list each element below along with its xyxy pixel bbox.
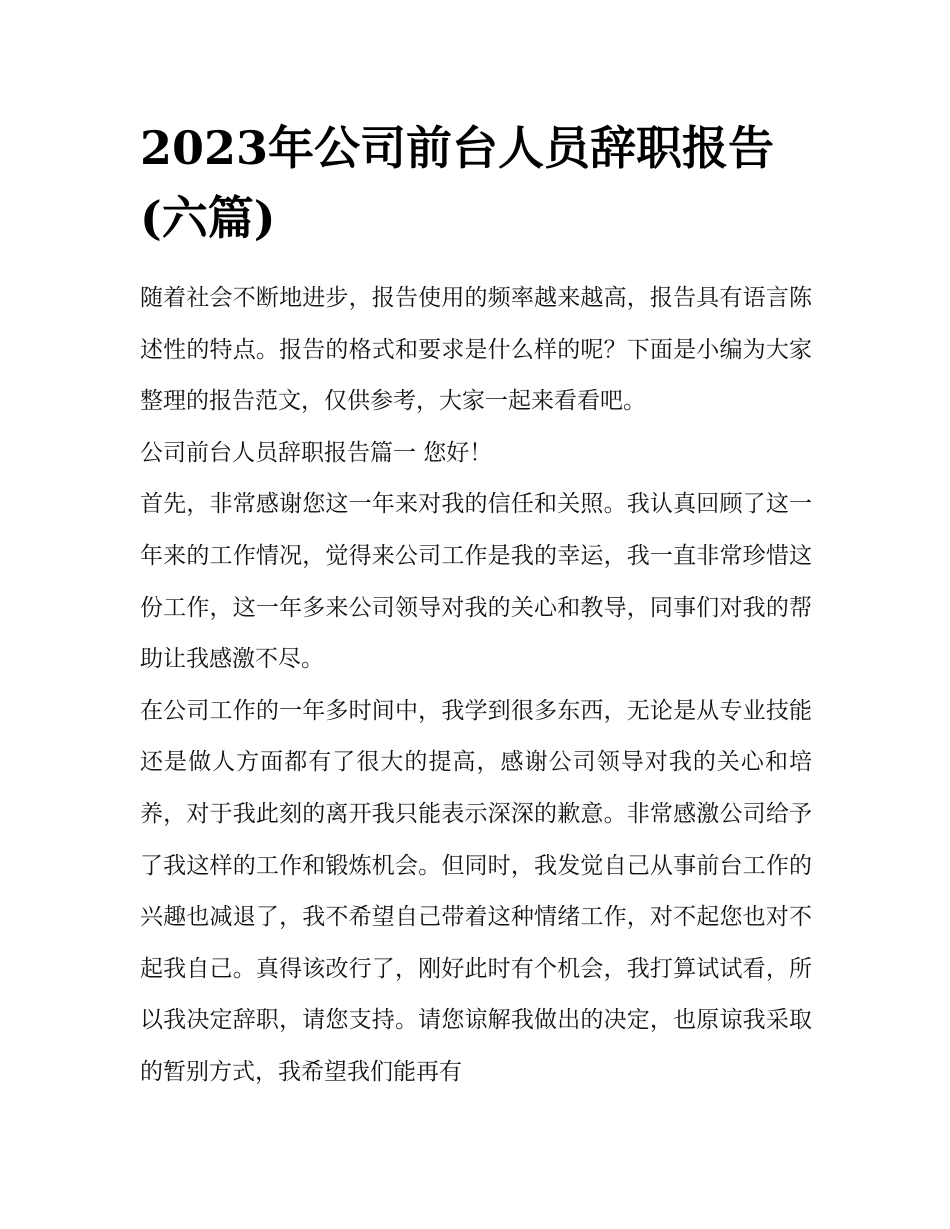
intro-paragraph: 随着社会不断地进步，报告使用的频率越来越高，报告具有语言陈述性的特点。报告的格式和要求是什么样的呢？下面是小编为大家整理的报告范文，仅供参考，大家一起来看看吧。 <box>140 285 812 415</box>
section-heading-greeting: 公司前台人员辞职报告篇一 您好！ <box>140 439 493 466</box>
document-body <box>140 113 812 1099</box>
thanks-paragraph: 首先，非常感谢您这一年来对我的信任和关照。我认真回顾了这一年来的工作情况，觉得来公司工作是我的幸运，我一直非常珍惜这份工作，这一年多来公司领导对我的关心和教导，同事们对我的帮助让我感激不尽。 <box>140 491 812 673</box>
resignation-reason-paragraph: 在公司工作的一年多时间中，我学到很多东西，无论是从专业技能还是做人方面都有了很大的提高，感谢公司领导对我的关心和培养，对于我此刻的离开我只能表示深深的歉意。非常感激公司给予了我这样的工作和锻炼机会。但同时，我发觉自己从事前台工作的兴趣也减退了，我不希望自己带着这种情绪工作，对不起您也对不起我自己。真得该改行了，刚好此时有个机会，我打算试试看，所以我决定辞职，请您支持。请您谅解我做出的决定，也原谅我采取的暂别方式，我希望我们能再有 <box>140 697 812 1085</box>
document-title: 2023年公司前台人员辞职报告(六篇) <box>140 121 775 245</box>
